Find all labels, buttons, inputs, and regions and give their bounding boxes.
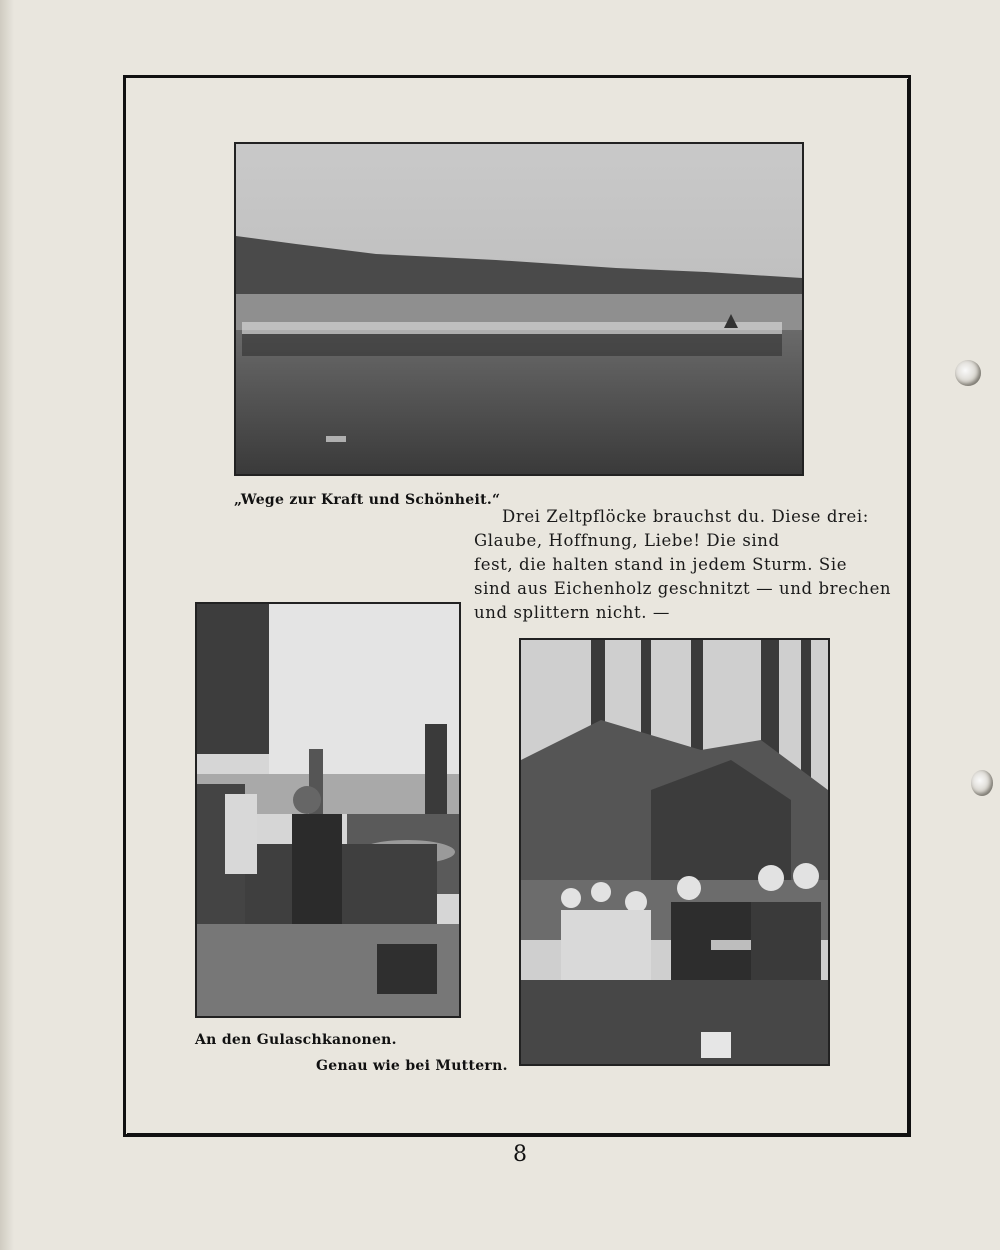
page-number: 8 [513,1142,527,1167]
caption-boys-eating: Genau wie bei Muttern. [316,1058,508,1074]
caption-field-kitchens: An den Gulaschkanonen. [195,1032,397,1048]
photo-field-exercises [234,142,804,476]
page-edge [0,0,14,1250]
poem-line: Drei Zeltpflöcke brauchst du. Diese drei: [502,507,869,526]
poem-line: fest, die halten stand in jedem Sturm. Sie [474,555,848,574]
punch-hole [955,360,981,386]
poem-text [474,505,892,625]
poem-line: sind aus Eichenholz geschnitzt — und brechen [474,579,892,598]
photo-boys-eating [519,638,830,1066]
photo-field-kitchens [195,602,461,1018]
punch-hole [971,770,993,796]
caption-field-exercises: „Wege zur Kraft und Schönheit.“ [234,492,501,508]
poem-line: und splittern nicht. — [474,603,671,622]
poem-line: Glaube, Hoffnung, Liebe! Die sind [474,531,780,550]
